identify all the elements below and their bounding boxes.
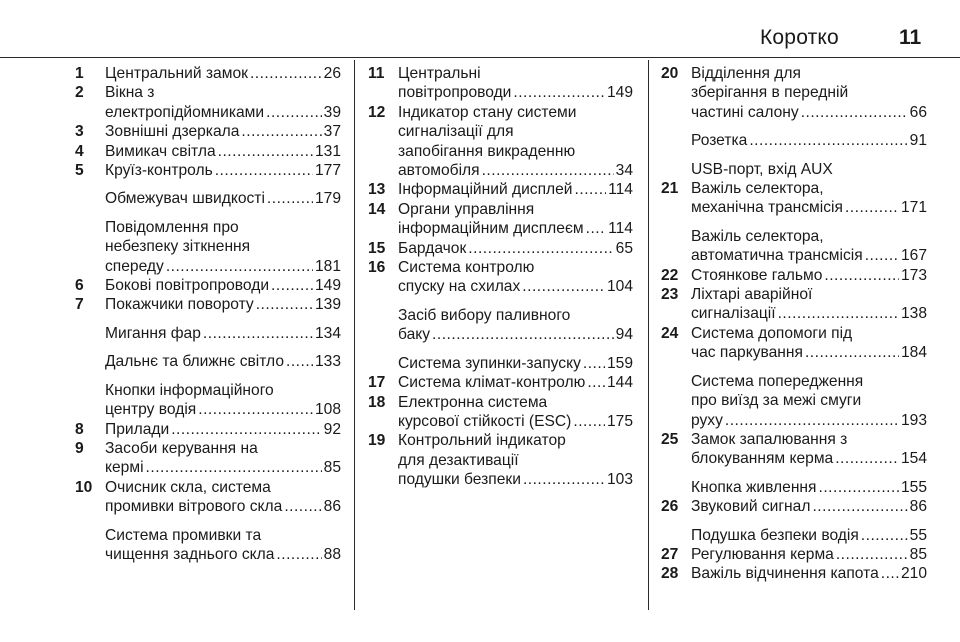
index-entry xyxy=(661,227,927,266)
entry-text: Центральний замок xyxy=(105,65,248,82)
entry-text: автоматична трансмісія xyxy=(691,247,863,265)
entry-text: Дальнє та ближнє світло xyxy=(105,353,284,371)
entry-page-ref[interactable]: 134 xyxy=(314,324,341,342)
entry-page-ref[interactable]: 85 xyxy=(909,545,927,563)
index-entry xyxy=(661,131,927,150)
dot-leader xyxy=(284,497,321,516)
dot-leader xyxy=(845,198,899,217)
entry-text: Центральні xyxy=(398,65,481,82)
entry-number: 14 xyxy=(368,200,386,218)
index-entry xyxy=(75,64,341,83)
entry-text: електропідйомниками xyxy=(105,103,265,121)
index-entry xyxy=(368,306,633,345)
dot-leader xyxy=(575,180,607,199)
entry-number: 22 xyxy=(661,266,679,284)
entry-number: 20 xyxy=(661,65,679,82)
entry-page-ref[interactable]: 114 xyxy=(608,181,633,199)
dot-leader xyxy=(286,352,313,371)
entry-text: Звуковий сигнал xyxy=(691,498,811,516)
entry-page-ref[interactable]: 104 xyxy=(606,278,633,296)
index-entry xyxy=(75,439,341,478)
entry-number: 16 xyxy=(368,259,386,277)
dot-leader xyxy=(266,103,322,122)
index-entry xyxy=(661,545,927,564)
dot-leader xyxy=(865,246,899,265)
entry-text: Круїз-контроль xyxy=(105,162,213,180)
index-entry xyxy=(661,372,927,430)
entry-page-ref[interactable]: 171 xyxy=(900,199,927,217)
dot-leader xyxy=(824,266,899,285)
entry-text: кермі xyxy=(105,459,144,477)
entry-text: Контрольний індикатор xyxy=(398,432,566,450)
entry-number: 23 xyxy=(661,286,679,304)
dot-leader xyxy=(881,564,899,583)
index-entry xyxy=(661,526,927,545)
index-entry xyxy=(75,420,341,439)
index-entry xyxy=(661,430,927,469)
entry-text: Індикатор стану системи xyxy=(398,103,577,121)
entry-page-ref[interactable]: 103 xyxy=(606,471,633,489)
index-entry xyxy=(661,324,927,363)
entry-number: 26 xyxy=(661,498,679,516)
entry-text: Регулювання керма xyxy=(691,545,834,563)
entry-text: руху xyxy=(691,411,723,429)
entry-text: Система контролю xyxy=(398,259,535,277)
dot-leader xyxy=(861,526,908,545)
entry-text: Система клімат-контролю xyxy=(398,374,586,392)
entry-page-ref[interactable]: 94 xyxy=(615,326,633,344)
entry-page-ref[interactable]: 149 xyxy=(606,84,633,102)
entry-number: 24 xyxy=(661,324,679,342)
entry-text: чищення заднього скла xyxy=(105,545,275,563)
entry-text: небезпеку зіткнення xyxy=(105,238,251,256)
entry-number: 27 xyxy=(661,545,679,563)
index-entry xyxy=(368,200,633,239)
entry-text: Бардачок xyxy=(398,239,467,257)
entry-number: 12 xyxy=(368,103,386,121)
index-entry xyxy=(368,354,633,373)
entry-page-ref[interactable]: 149 xyxy=(314,277,341,295)
index-entry xyxy=(75,218,341,276)
dot-leader xyxy=(586,219,606,238)
entry-text: механічна трансмісія xyxy=(691,199,843,217)
entry-number: 1 xyxy=(75,65,84,82)
entry-text: Засоби керування на xyxy=(105,439,258,457)
entry-text: Прилади xyxy=(105,420,170,438)
index-entry xyxy=(368,64,633,103)
index-column-1 xyxy=(75,64,341,564)
entry-text: Важіль селектора, xyxy=(691,227,824,245)
index-entry xyxy=(75,381,341,420)
entry-text: центру водія xyxy=(105,401,197,419)
index-entry xyxy=(368,180,633,199)
header-divider xyxy=(0,57,960,58)
entry-text: Подушка безпеки водія xyxy=(691,526,859,544)
entry-text: сигналізації для xyxy=(398,123,514,141)
index-entry xyxy=(75,295,341,314)
entry-number: 9 xyxy=(75,439,84,457)
entry-number: 17 xyxy=(368,374,386,392)
entry-text: Бокові повітропроводи xyxy=(105,277,270,295)
entry-number: 11 xyxy=(368,65,385,82)
entry-page-ref[interactable]: 86 xyxy=(909,498,927,516)
dot-leader xyxy=(778,304,899,323)
entry-number: 18 xyxy=(368,393,386,411)
index-entry xyxy=(368,239,633,258)
entry-page-ref[interactable]: 159 xyxy=(606,354,633,372)
dot-leader xyxy=(215,161,313,180)
dot-leader xyxy=(812,497,907,516)
dot-leader xyxy=(241,122,321,141)
section-title: Коротко xyxy=(760,26,839,49)
entry-page-ref[interactable]: 193 xyxy=(900,411,927,429)
dot-leader xyxy=(267,189,313,208)
entry-text: Мигання фар xyxy=(105,324,201,342)
index-entry xyxy=(368,431,633,489)
entry-text: Вимикач світла xyxy=(105,142,216,160)
entry-text: Покажчики повороту xyxy=(105,296,254,314)
entry-number: 3 xyxy=(75,123,84,141)
entry-number: 2 xyxy=(75,84,84,102)
entry-text: Кнопка живлення xyxy=(691,478,817,496)
entry-text: USB-порт, вхід AUX xyxy=(691,160,833,178)
entry-text: частині салону xyxy=(691,103,799,121)
entry-text: про виїзд за межі смуги xyxy=(691,392,862,410)
entry-text: Вікна з xyxy=(105,84,155,102)
entry-number: 7 xyxy=(75,296,84,314)
index-entry xyxy=(75,142,341,161)
index-entry xyxy=(661,285,927,324)
dot-leader xyxy=(432,325,614,344)
entry-page-ref[interactable]: 37 xyxy=(323,123,341,141)
entry-text: Важіль відчинення капота xyxy=(691,565,879,583)
index-entry xyxy=(368,393,633,432)
column-divider-1 xyxy=(354,60,355,610)
dot-leader xyxy=(573,412,605,431)
entry-text: баку xyxy=(398,326,431,344)
dot-leader xyxy=(819,478,899,497)
dot-leader xyxy=(276,545,321,564)
entry-number: 6 xyxy=(75,277,84,295)
entry-text: Кнопки інформаційного xyxy=(105,381,274,399)
index-entry xyxy=(661,266,927,285)
entry-page-ref[interactable]: 177 xyxy=(314,162,341,180)
entry-text: Органи управління xyxy=(398,200,535,218)
index-entry xyxy=(368,103,633,181)
entry-number: 5 xyxy=(75,162,84,180)
dot-leader xyxy=(835,449,899,468)
entry-text: Зовнішні дзеркала xyxy=(105,123,240,141)
entry-text: Система зупинки-запуску xyxy=(398,354,581,372)
entry-number: 10 xyxy=(75,478,93,496)
index-entry xyxy=(661,179,927,218)
index-entry xyxy=(661,64,927,122)
entry-page-ref[interactable]: 34 xyxy=(615,162,633,180)
entry-text: Засіб вибору паливного xyxy=(398,306,571,324)
entry-page-ref[interactable]: 155 xyxy=(900,478,927,496)
entry-number: 4 xyxy=(75,142,84,160)
index-entry xyxy=(661,564,927,583)
entry-text: час паркування xyxy=(691,344,803,362)
dot-leader xyxy=(468,239,613,258)
entry-text: Інформаційний дисплей xyxy=(398,181,573,199)
column-divider-2 xyxy=(648,60,649,610)
dot-leader xyxy=(171,420,321,439)
entry-page-ref[interactable]: 92 xyxy=(323,420,341,438)
index-entry xyxy=(75,324,341,343)
entry-page-ref[interactable]: 65 xyxy=(615,239,633,257)
entry-page-ref[interactable]: 88 xyxy=(323,545,341,563)
entry-page-ref[interactable]: 114 xyxy=(608,220,633,238)
entry-page-ref[interactable]: 86 xyxy=(323,498,341,516)
index-entry xyxy=(75,161,341,180)
entry-number: 28 xyxy=(661,565,679,583)
entry-page-ref[interactable]: 173 xyxy=(900,266,927,284)
entry-page-ref[interactable]: 26 xyxy=(323,65,341,82)
entry-text: курсової стійкості (ESC) xyxy=(398,412,572,430)
index-entry xyxy=(75,189,341,208)
entry-page-ref[interactable]: 154 xyxy=(900,450,927,468)
page-number: 11 xyxy=(899,26,922,49)
index-entry xyxy=(661,478,927,497)
dot-leader xyxy=(587,373,605,392)
index-entry xyxy=(661,160,927,179)
entry-text: Важіль селектора, xyxy=(691,180,824,198)
entry-number: 25 xyxy=(661,430,679,448)
index-entry xyxy=(75,122,341,141)
entry-page-ref[interactable]: 85 xyxy=(323,459,341,477)
entry-page-ref[interactable]: 184 xyxy=(900,344,927,362)
entry-text: Електронна система xyxy=(398,393,548,411)
entry-page-ref[interactable]: 179 xyxy=(314,190,341,208)
entry-text: промивки вітрового скла xyxy=(105,498,283,516)
index-entry xyxy=(368,373,633,392)
dot-leader xyxy=(801,103,908,122)
entry-page-ref[interactable]: 131 xyxy=(314,142,341,160)
entry-text: Ліхтарі аварійної xyxy=(691,286,813,304)
dot-leader xyxy=(482,161,614,180)
entry-page-ref[interactable]: 139 xyxy=(314,296,341,314)
entry-number: 13 xyxy=(368,181,386,199)
index-entry xyxy=(368,258,633,297)
index-entry xyxy=(75,83,341,122)
entry-number: 21 xyxy=(661,180,679,198)
index-entry xyxy=(75,276,341,295)
dot-leader xyxy=(198,400,313,419)
entry-text: сигналізації xyxy=(691,305,776,323)
entry-text: зберігання в передній xyxy=(691,84,849,102)
dot-leader xyxy=(583,354,605,373)
page-header xyxy=(0,0,960,60)
dot-leader xyxy=(271,276,313,295)
entry-page-ref[interactable]: 144 xyxy=(606,374,633,392)
entry-text: автомобіля xyxy=(398,162,480,180)
dot-leader xyxy=(523,470,605,489)
entry-page-ref[interactable]: 108 xyxy=(314,401,341,419)
entry-text: інформаційним дисплеєм xyxy=(398,220,584,238)
entry-text: повітропроводи xyxy=(398,84,512,102)
entry-text: Повідомлення про xyxy=(105,218,239,236)
entry-text: Система попередження xyxy=(691,372,864,390)
entry-text: Стоянкове гальмо xyxy=(691,266,823,284)
entry-page-ref[interactable]: 138 xyxy=(900,305,927,323)
entry-text: блокуванням керма xyxy=(691,450,834,468)
entry-page-ref[interactable]: 55 xyxy=(909,526,927,544)
dot-leader xyxy=(725,411,899,430)
entry-page-ref[interactable]: 133 xyxy=(314,353,341,371)
dot-leader xyxy=(805,343,899,362)
index-entry xyxy=(661,497,927,516)
entry-text: Очисник скла, система xyxy=(105,478,271,496)
dot-leader xyxy=(146,458,322,477)
entry-page-ref[interactable]: 91 xyxy=(909,132,927,150)
entry-text: запобігання викраденню xyxy=(398,142,576,160)
index-entry xyxy=(75,526,341,565)
index-entry xyxy=(75,352,341,371)
entry-page-ref[interactable]: 175 xyxy=(606,412,633,430)
entry-page-ref[interactable]: 39 xyxy=(323,103,341,121)
dot-leader xyxy=(836,545,908,564)
dot-leader xyxy=(250,64,322,83)
entry-text: спереду xyxy=(105,257,164,275)
dot-leader xyxy=(513,83,605,102)
dot-leader xyxy=(522,277,605,296)
entry-text: Відділення для xyxy=(691,65,801,82)
dot-leader xyxy=(749,131,907,150)
entry-text: Обмежувач швидкості xyxy=(105,190,265,208)
entry-text: Система промивки та xyxy=(105,526,262,544)
entry-number: 19 xyxy=(368,432,386,450)
entry-number: 8 xyxy=(75,420,84,438)
dot-leader xyxy=(166,257,313,276)
entry-page-ref[interactable]: 181 xyxy=(314,257,341,275)
entry-number: 15 xyxy=(368,239,386,257)
dot-leader xyxy=(203,324,313,343)
entry-page-ref[interactable]: 66 xyxy=(909,103,927,121)
entry-text: для дезактивації xyxy=(398,451,519,469)
index-entry xyxy=(75,478,341,517)
entry-page-ref[interactable]: 210 xyxy=(900,565,927,583)
index-column-2 xyxy=(368,64,633,490)
entry-page-ref[interactable]: 167 xyxy=(900,247,927,265)
entry-text: Система допомоги під xyxy=(691,324,853,342)
entry-text: спуску на схилах xyxy=(398,278,521,296)
entry-text: Розетка xyxy=(691,132,748,150)
entry-text: подушки безпеки xyxy=(398,471,521,489)
dot-leader xyxy=(256,295,313,314)
entry-text: Замок запалювання з xyxy=(691,430,848,448)
index-column-3 xyxy=(661,64,927,584)
dot-leader xyxy=(218,142,313,161)
